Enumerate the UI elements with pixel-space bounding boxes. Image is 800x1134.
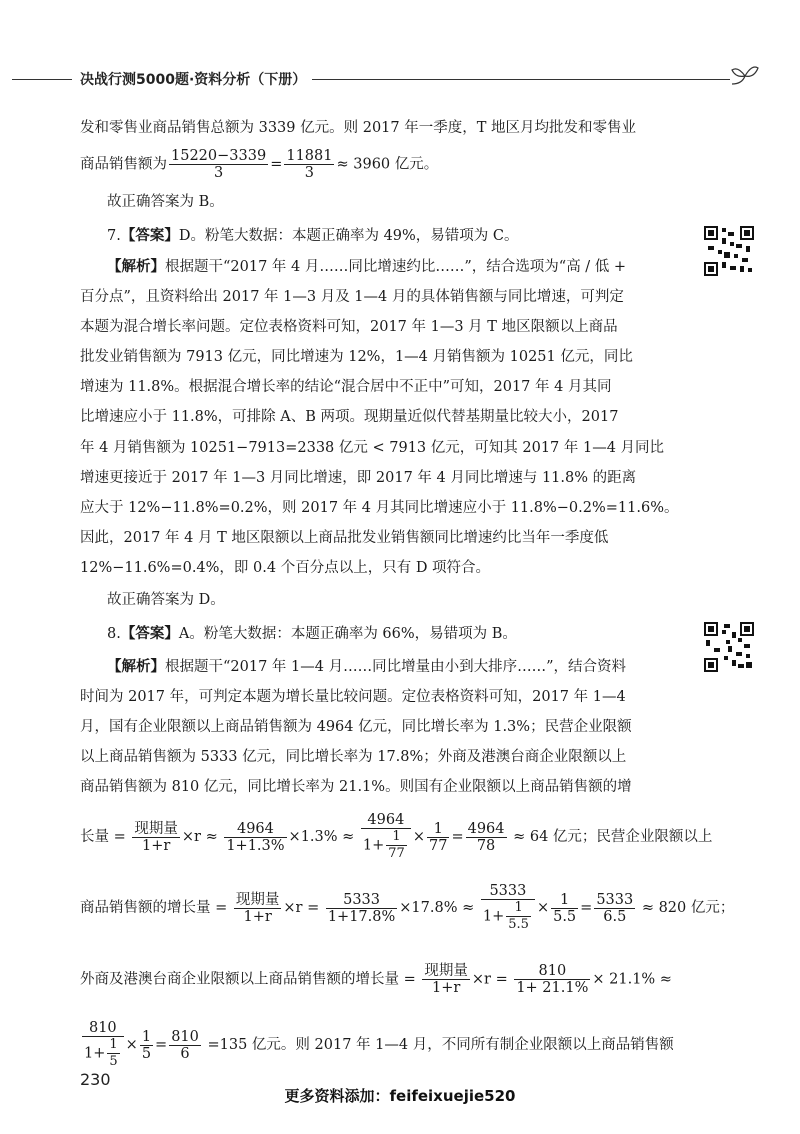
denominator: 5 (109, 1054, 118, 1069)
denominator: 6.5 (603, 908, 627, 925)
text: ≈ 64 亿元；民营企业限额以上 (513, 829, 713, 845)
fraction (466, 821, 507, 854)
text: 1+ (84, 1045, 106, 1062)
numerator: 810 (514, 963, 590, 980)
fraction (169, 148, 268, 181)
fraction (107, 1037, 119, 1070)
formula-private (80, 883, 734, 933)
fraction (326, 892, 397, 925)
operator: × (125, 1037, 138, 1053)
qr-code-icon (704, 622, 754, 672)
text-line: 增速为 11.8%。根据混合增长率的结论“混合居中不正中”可知，2017 年 4 月其同 (80, 379, 612, 395)
operator: ×1.3% ≈ (288, 829, 355, 845)
fraction (224, 821, 286, 854)
numerator: 现期量 (134, 820, 178, 837)
text-line: 发和零售业商品销售总额为 3339 亿元。则 2017 年一季度，T 地区月均批发和零售业 (80, 120, 637, 136)
numerator: 810 (82, 1020, 124, 1037)
operator: ×r = (283, 900, 320, 916)
denominator: 77 (428, 837, 448, 854)
operator: × 21.1% ≈ (592, 971, 672, 988)
text-line: 增速更接近于 2017 年 1—3 月同比增速，即 2017 年 4 月同比增速与 11.8% 的距离 (80, 470, 637, 486)
text-line: 本题为混合增长率问题。定位表格资料可知，2017 年 1—3 月 T 地区限额以上商品 (80, 319, 618, 335)
answer-line: 故正确答案为 D。 (107, 592, 225, 608)
q-number: 7. (107, 228, 121, 244)
denominator: 1+r (431, 980, 461, 996)
fraction (140, 1029, 153, 1062)
analysis-tag: 【解析】 (107, 658, 165, 675)
denominator (481, 900, 535, 933)
text-line: 月，国有企业限额以上商品销售额为 4964 亿元，同比增长率为 1.3%；民营企业限额 (80, 719, 632, 735)
fraction (169, 1029, 201, 1062)
text: =135 亿元。则 2017 年 1—4 月，不同所有制企业限额以上商品销售额 (207, 1037, 674, 1053)
text: ≈ 3960 亿元。 (336, 156, 439, 173)
answer-line: 故正确答案为 B。 (107, 194, 224, 210)
fraction (386, 829, 407, 862)
operator: × (536, 900, 550, 916)
text-line: 百分点”，且资料给出 2017 年 1—3 月及 1—4 月的具体销售额与同比增速，可判定 (80, 289, 624, 305)
text: 外商及港澳台商企业限额以上商品销售额的增长量 = (80, 971, 416, 988)
answer-tag: 【答案】 (120, 625, 179, 642)
fraction (422, 963, 470, 996)
numerator: 4964 (361, 812, 411, 829)
numerator: 1 (427, 821, 449, 838)
numerator: 1 (551, 892, 578, 909)
fraction (82, 1020, 124, 1070)
q-number: 8. (107, 626, 121, 642)
text-line: 以上商品销售额为 5333 亿元，同比增长率为 17.8%；外商及港澳台商企业限额以上 (80, 749, 627, 765)
text-line: 比增速应小于 11.8%，可排除 A、B 两项。现期量近似代替基期量比较大小，2017 (80, 409, 619, 425)
numerator: 现期量 (235, 891, 280, 908)
q8-analysis-1 (107, 657, 626, 677)
fraction (481, 883, 535, 933)
text-line: 年 4 月销售额为 10251−7913=2338 亿元 < 7913 亿元，可知其 2017 年 1—4 月同比 (80, 440, 665, 456)
sprout-icon (730, 62, 760, 88)
qr-code-icon (704, 226, 754, 276)
text: 根据题干“2017 年 1—4 月……同比增量由小到大排序……”，结合资料 (165, 659, 627, 675)
text-line: 应大于 12%−11.8%=0.2%，则 2017 年 4 月其同比增速应小于 11.8%−0.2%=11.6%。 (80, 500, 679, 516)
equals: = (451, 829, 464, 845)
operator: ×r ≈ (181, 829, 218, 845)
header-rule-right (312, 79, 730, 80)
numerator: 4964 (467, 820, 505, 837)
denominator: 78 (476, 837, 496, 854)
fraction (594, 892, 635, 925)
denominator (361, 829, 411, 862)
text: ≈ 820 亿元； (641, 900, 735, 916)
text: 长量 = (80, 829, 126, 845)
formula-line-monthly-avg (80, 148, 438, 181)
header-rule-left (12, 79, 72, 80)
answer-text: A。粉笔大数据：本题正确率为 66%，易错项为 B。 (178, 626, 517, 642)
q8-answer (107, 624, 517, 644)
q7-analysis-1 (107, 257, 626, 277)
book-title: 决战行测5000题·资料分析（下册） (80, 72, 307, 88)
text: 1+ (482, 908, 505, 925)
numerator: 11881 (286, 148, 333, 164)
numerator: 5333 (326, 892, 397, 909)
fraction (506, 900, 531, 933)
denominator: 5 (141, 1045, 152, 1062)
text: 1+ (362, 837, 385, 854)
fraction (551, 892, 578, 925)
answer-text: D。粉笔大数据：本题正确率为 49%，易错项为 C。 (178, 228, 519, 244)
footer-note: 更多资料添加：feifeixuejie520 (284, 1087, 516, 1105)
denominator: 77 (388, 846, 405, 861)
denominator: 1+r (141, 837, 171, 854)
operator: × (412, 829, 425, 845)
equals: = (270, 156, 283, 173)
operator: ×r = (471, 971, 508, 988)
numerator: 810 (171, 1028, 199, 1045)
answer-tag: 【答案】 (120, 227, 179, 244)
denominator: 5.5 (508, 917, 529, 932)
denominator: 1+1.3% (226, 837, 285, 854)
fraction (427, 821, 449, 854)
text-line: 12%−11.6%=0.4%，即 0.4 个百分点以上，只有 D 项符合。 (80, 560, 491, 576)
numerator: 4964 (224, 821, 286, 838)
equals: = (580, 900, 593, 916)
text: 商品销售额为 (80, 156, 167, 173)
numerator: 1 (386, 829, 407, 846)
numerator: 15220−3339 (171, 148, 267, 164)
page-number: 230 (80, 1070, 111, 1089)
numerator: 5333 (596, 891, 634, 908)
formula-state-owned (80, 812, 712, 862)
numerator: 现期量 (424, 963, 468, 979)
denominator: 1+17.8% (327, 908, 396, 925)
text-line: 商品销售额为 810 亿元，同比增长率为 21.1%。则国有企业限额以上商品销售额的增 (80, 779, 632, 795)
q7-answer (107, 226, 519, 246)
numerator: 1 (141, 1028, 152, 1045)
denominator: 6 (180, 1045, 190, 1062)
text: 根据题干“2017 年 4 月……同比增速约比……”，结合选项为“高 / 低 + (165, 259, 627, 275)
text-line: 因此，2017 年 4 月 T 地区限额以上商品批发业销售额同比增速约比当年一季度低 (80, 530, 609, 546)
numerator: 1 (109, 1037, 118, 1052)
text-line: 时间为 2017 年，可判定本题为增长量比较问题。定位表格资料可知，2017 年 1—4 (80, 689, 626, 705)
formula-foreign (80, 963, 672, 996)
fraction (361, 812, 411, 862)
denominator: 3 (213, 165, 224, 181)
numerator: 1 (506, 900, 531, 917)
denominator: 1+ 21.1% (516, 980, 589, 996)
denominator (82, 1037, 124, 1070)
text-line: 批发业销售额为 7913 亿元，同比增速为 12%，1—4 月销售额为 10251 亿元，同比 (80, 349, 633, 365)
fraction (284, 148, 334, 181)
equals: = (155, 1037, 168, 1053)
text: 商品销售额的增长量 = (80, 900, 228, 916)
operator: ×17.8% ≈ (399, 900, 475, 916)
fraction (132, 821, 180, 854)
running-header (0, 68, 800, 92)
formula-foreign-cont (80, 1020, 674, 1070)
analysis-tag: 【解析】 (107, 258, 165, 275)
denominator: 3 (304, 165, 315, 181)
numerator: 5333 (481, 883, 535, 900)
denominator: 5.5 (553, 908, 577, 925)
fraction (514, 963, 590, 996)
denominator: 1+r (243, 908, 272, 925)
fraction (234, 892, 282, 925)
